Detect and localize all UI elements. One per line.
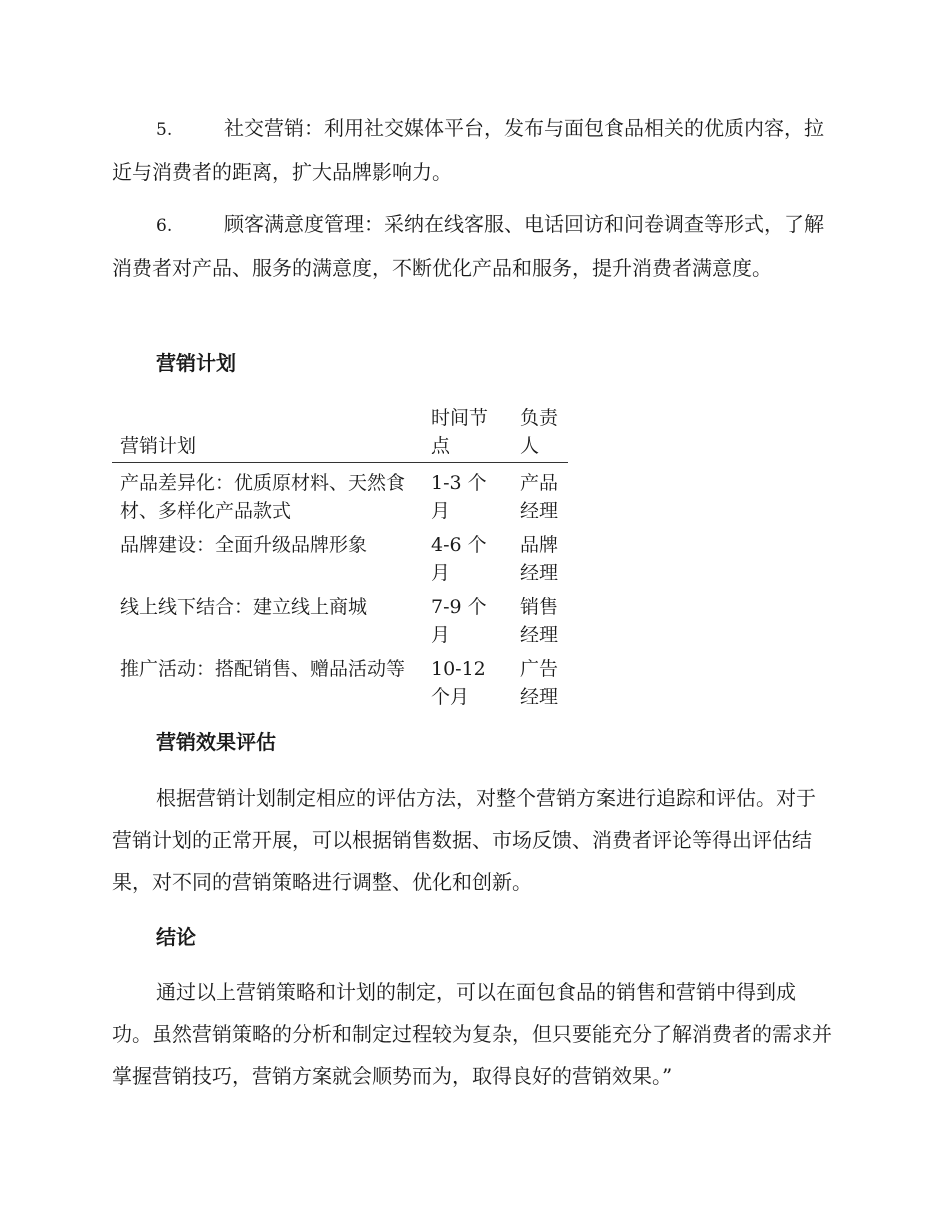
list-item-6	[112, 203, 832, 289]
table-row	[112, 463, 568, 526]
cell-plan: 品牌建设：全面升级品牌形象	[120, 534, 368, 556]
table-row	[112, 649, 568, 711]
cell-owner: 广告经理	[520, 658, 559, 708]
table-row	[112, 587, 568, 649]
list-number: 6.	[156, 216, 173, 236]
cell-plan: 产品差异化：优质原材料、天然食材、多样化产品款式	[120, 472, 406, 522]
cell-time: 10-12 个月	[431, 658, 486, 708]
list-number: 5.	[156, 120, 173, 140]
cell-time: 4-6 个月	[431, 534, 487, 584]
cell-owner: 产品经理	[520, 472, 559, 522]
cell-plan: 推广活动：搭配销售、赠品活动等	[120, 658, 406, 680]
list-item-5	[112, 107, 832, 193]
cell-time: 1-3 个月	[431, 472, 487, 522]
column-header-time: 时间节点	[423, 404, 512, 463]
cell-owner: 品牌经理	[520, 534, 559, 584]
section-heading-conclusion: 结论	[156, 925, 196, 949]
column-header-owner: 负责人	[512, 404, 568, 463]
column-header-plan: 营销计划	[112, 404, 423, 463]
evaluation-paragraph: 根据营销计划制定相应的评估方法，对整个营销方案进行追踪和评估。对于营销计划的正常开展，可以根据销售数据、市场反馈、消费者评论等得出评估结果，对不同的营销策略进行调整、优化和创新。	[112, 786, 816, 894]
list-text: 顾客满意度管理：采纳在线客服、电话回访和问卷调查等形式，了解消费者对产品、服务的满意度，不断优化产品和服务，提升消费者满意度。	[112, 212, 824, 280]
table-header-row	[112, 404, 568, 463]
cell-owner: 销售经理	[520, 596, 559, 646]
cell-time: 7-9 个月	[431, 596, 487, 646]
section-heading-plan: 营销计划	[156, 351, 236, 375]
marketing-plan-table	[112, 404, 568, 711]
list-text: 社交营销：利用社交媒体平台，发布与面包食品相关的优质内容，拉近与消费者的距离，扩大品牌影响力。	[112, 116, 824, 184]
cell-plan: 线上线下结合：建立线上商城	[120, 596, 368, 618]
conclusion-paragraph: 通过以上营销策略和计划的制定，可以在面包食品的销售和营销中得到成功。虽然营销策略的分析和制定过程较为复杂，但只要能充分了解消费者的需求并掌握营销技巧，营销方案就会顺势而为，取得良好的营销效果。”	[112, 980, 832, 1088]
section-heading-evaluation: 营销效果评估	[156, 730, 276, 754]
table-row	[112, 525, 568, 587]
